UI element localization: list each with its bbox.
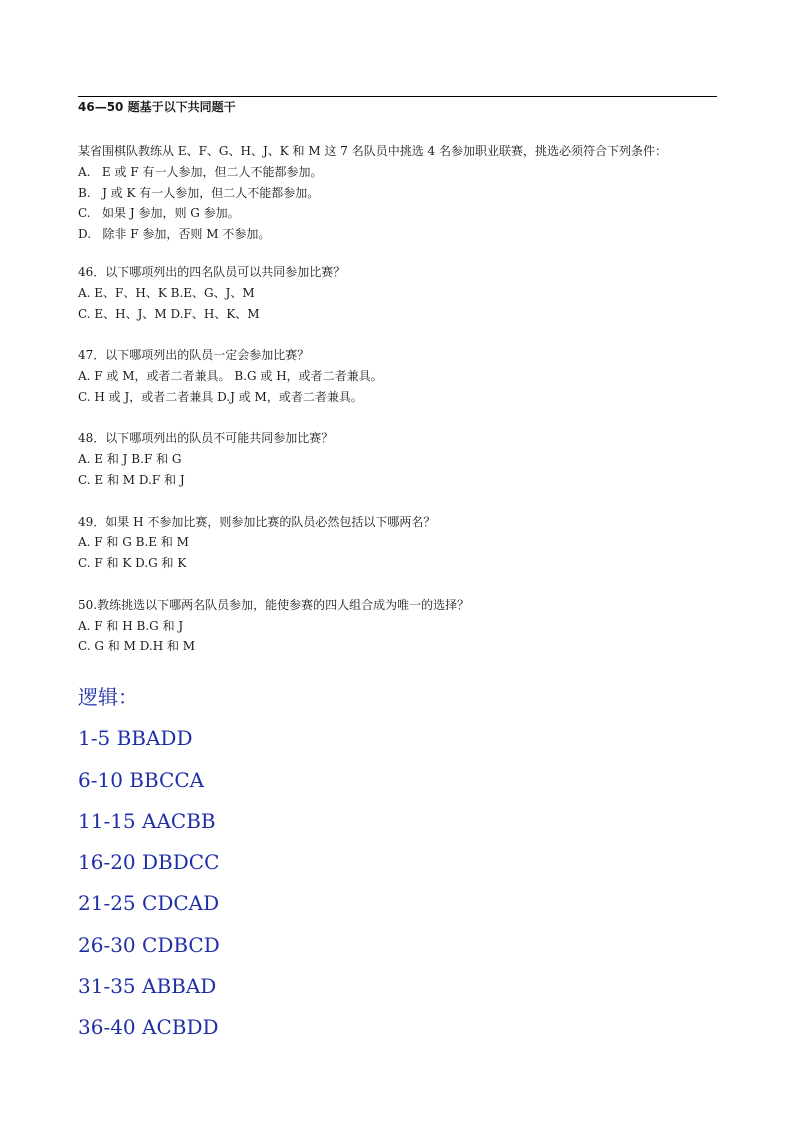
question-48-options-2: C. E 和 M D.F 和 J [78, 472, 185, 487]
question-47-options-2: C. H 或 J，或者二者兼具 D.J 或 M，或者二者兼具。 [78, 389, 363, 404]
answer-line: 16-20 DBDCC [78, 850, 220, 875]
question-46-options-2: C. E、H、J、M D.F、H、K、M [78, 306, 260, 321]
condition-d: D. 除非 F 参加，否则 M 不参加。 [78, 227, 271, 242]
answer-line: 6-10 BBCCA [78, 767, 205, 792]
question-50-options-1: A. F 和 H B.G 和 J [78, 618, 184, 633]
answer-line: 26-30 CDBCD [78, 932, 220, 957]
question-stem-block [78, 141, 728, 245]
question-50-options-2: C. G 和 M D.H 和 M [78, 639, 196, 654]
answer-line: 36-40 ACBDD [78, 1015, 219, 1040]
condition-b: B. J 或 K 有一人参加，但二人不能都参加。 [78, 185, 320, 200]
answer-key-title: 逻辑： [78, 685, 138, 709]
answer-line: 11-15 AACBB [78, 808, 216, 833]
condition-c: C. 如果 J 参加，则 G 参加。 [78, 206, 240, 221]
questions-block [78, 262, 728, 657]
answer-line: 31-35 ABBAD [78, 974, 217, 999]
question-49-options-2: C. F 和 K D.G 和 K [78, 556, 187, 571]
question-50: 50.教练挑选以下哪两名队员参加，能使参赛的四人组合成为唯一的选择？ [78, 597, 470, 612]
question-48-options-1: A. E 和 J B.F 和 G [78, 452, 182, 467]
question-48: 48．以下哪项列出的队员不可能共同参加比赛？ [78, 431, 334, 446]
section-heading: 46—50 题基于以下共同题干 [78, 100, 236, 114]
question-49-options-1: A. F 和 G B.E 和 M [78, 535, 189, 550]
question-46: 46．以下哪项列出的四名队员可以共同参加比赛？ [78, 265, 346, 279]
question-49: 49．如果 H 不参加比赛，则参加比赛的队员必然包括以下哪两名？ [78, 514, 436, 529]
stem-text: 某省围棋队教练从 E、F、G、H、J、K 和 M 这 7 名队员中挑选 4 名参加职业联赛，挑选必须符合下列条件： [78, 144, 667, 158]
answer-line: 21-25 CDCAD [78, 891, 220, 916]
answer-line: 1-5 BBADD [78, 726, 193, 751]
answer-key [78, 677, 220, 1049]
condition-a: A. E 或 F 有一人参加，但二人不能都参加。 [78, 164, 323, 179]
top-rule [78, 96, 717, 97]
question-47: 47．以下哪项列出的队员一定会参加比赛？ [78, 348, 310, 363]
question-47-options-1: A. F 或 M，或者二者兼具。 B.G 或 H，或者二者兼具。 [78, 368, 383, 383]
question-46-options-1: A. E、F、H、K B.E、G、J、M [78, 285, 255, 300]
